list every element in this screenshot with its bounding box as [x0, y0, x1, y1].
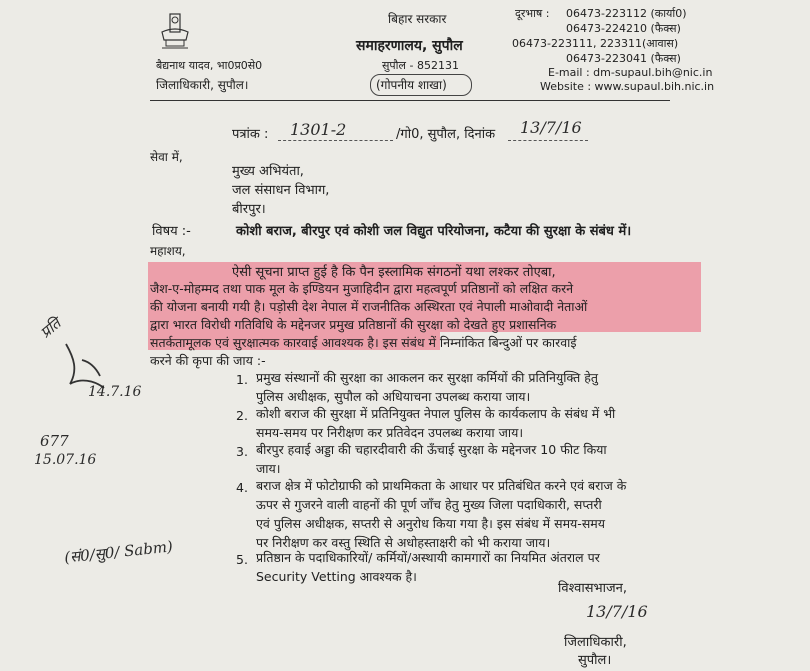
phone-1: 06473-223112 (कार्या0): [566, 7, 687, 20]
margin-date: 14.7.16: [88, 384, 142, 400]
point-num: 5.: [236, 552, 248, 567]
closing: विश्वासभाजन,: [558, 581, 628, 596]
salutation: महाशय,: [150, 244, 186, 258]
phone-label: दूरभाष :: [515, 7, 550, 20]
officer-name: बैद्यनाथ यादव, भा0प्र0से0: [156, 59, 263, 72]
patrank-underline: [278, 140, 393, 141]
cell-label: (गोपनीय शाखा): [376, 78, 447, 92]
website: Website : www.supaul.bih.nic.in: [540, 80, 715, 93]
point-line: बीरपुर हवाई अड्डा की चहारदीवारी की ऊँचाई सुरक्षा के मद्देनजर 10 फीट किया: [256, 442, 607, 457]
para-line-4: द्वारा भारत विरोधी गतिविधि के मद्देनजर प्रमुख प्रतिष्ठानों की सुरक्षा को देखते हुए प्रशासनिक: [150, 317, 557, 332]
point-num: 1.: [236, 372, 248, 387]
para-line-1: ऐसी सूचना प्राप्त हुई है कि पैन इस्लामिक संगठनों यथा लश्कर तोएबा,: [232, 265, 556, 280]
header-rule: [150, 100, 670, 101]
vishay-label: विषय :-: [152, 224, 191, 239]
para-line-6: करने की कृपा की जाय :-: [150, 353, 266, 368]
phone-3: 06473-223111, 223311(आवास): [512, 37, 679, 50]
gov-title: बिहार सरकार: [388, 12, 447, 26]
point-line: बराज क्षेत्र में फोटोग्राफी को प्राथमिकता के आधार पर प्रतिबंधित करने एवं बराज के: [256, 478, 627, 493]
email: E-mail : dm-supaul.bih@nic.in: [548, 66, 713, 79]
margin-number-2: 15.07.16: [34, 452, 97, 468]
phone-4: 06473-223041 (फैक्स): [566, 52, 681, 65]
signature-date: 13/7/16: [586, 602, 648, 621]
point-line: पुलिस अधीक्षक, सुपौल को अधियाचना उपलब्ध कराया जाय।: [256, 389, 531, 404]
phone-2: 06473-224210 (फैक्स): [566, 22, 681, 35]
margin-note-prati: प्रति: [36, 314, 65, 342]
point-line: प्रमुख संस्थानों की सुरक्षा का आकलन कर सुरक्षा कर्मियों की प्रतिनियुक्ति हेतु: [256, 370, 599, 385]
point-line: एवं पुलिस अधीक्षक, सप्तरी से अनुरोध किया गया है। इस संबंध में समय-समय: [256, 516, 605, 531]
go-label: /गो0, सुपौल, दिनांक: [396, 127, 496, 142]
para-line-5: सतर्कतामूलक एवं सुरक्षात्मक कारवाई आवश्यक है। इस संबंध में निम्नांकित बिन्दुओं पर कारवाई: [150, 335, 577, 350]
vishay-text: कोशी बराज, बीरपुर एवं कोशी जल विद्युत परियोजना, कटैया की सुरक्षा के संबंध में।: [236, 224, 632, 239]
sign-place: सुपौल।: [578, 653, 612, 668]
seva-me: सेवा में,: [150, 150, 183, 164]
patrank-label: पत्रांक :: [232, 127, 269, 142]
to-line-3: बीरपुर।: [232, 202, 266, 217]
point-line: पर निरीक्षण कर वस्तु स्थिति से अधोहस्ताक्षरी को भी कराया जाय।: [256, 535, 551, 550]
to-line-1: मुख्य अभियंता,: [232, 164, 304, 179]
point-line: Security Vetting आवश्यक है।: [256, 569, 417, 584]
patrank-value: 1301-2: [290, 120, 347, 139]
point-line: ऊपर से गुजरने वाली वाहनों की पूर्ण जाँच हेतु मुख्य जिला पदाधिकारी, सप्तरी: [256, 497, 602, 512]
point-num: 3.: [236, 444, 248, 459]
point-line: जाय।: [256, 461, 281, 476]
point-num: 2.: [236, 408, 248, 423]
date-value: 13/7/16: [520, 118, 582, 137]
point-line: कोशी बराज की सुरक्षा में प्रतिनियुक्त नेपाल पुलिस के कार्यकलाप के संबंध में भी: [256, 406, 616, 421]
state-emblem-icon: [158, 12, 192, 52]
point-line: प्रतिष्ठान के पदाधिकारियों/ कर्मियों/अस्थायी कामगारों का नियमित अंतराल पर: [256, 550, 600, 565]
point-line: समय-समय पर निरीक्षण कर प्रतिवेदन उपलब्ध कराया जाय।: [256, 425, 524, 440]
margin-number: 677: [40, 432, 69, 450]
office-pin: सुपौल - 852131: [382, 59, 459, 72]
margin-bottom-note: (सं0/सु0/ Sabm): [63, 537, 174, 567]
para-line-2: जैश-ए-मोहम्मद तथा पाक मूल के इण्डियन मुजाहिदीन द्वारा महत्वपूर्ण प्रतिष्ठानों को लक्षित करने: [150, 281, 574, 296]
officer-title: जिलाधिकारी, सुपौल।: [156, 78, 249, 92]
to-line-2: जल संसाधन विभाग,: [232, 183, 330, 198]
sign-title: जिलाधिकारी,: [564, 635, 627, 650]
office-title: समाहरणालय, सुपौल: [356, 38, 463, 54]
date-underline: [508, 140, 588, 141]
point-num: 4.: [236, 480, 248, 495]
para-line-3: की योजना बनायी गयी है। पड़ोसी देश नेपाल में राजनीतिक अस्थिरता एवं नेपाली माओवादी नेताओं: [150, 299, 588, 314]
